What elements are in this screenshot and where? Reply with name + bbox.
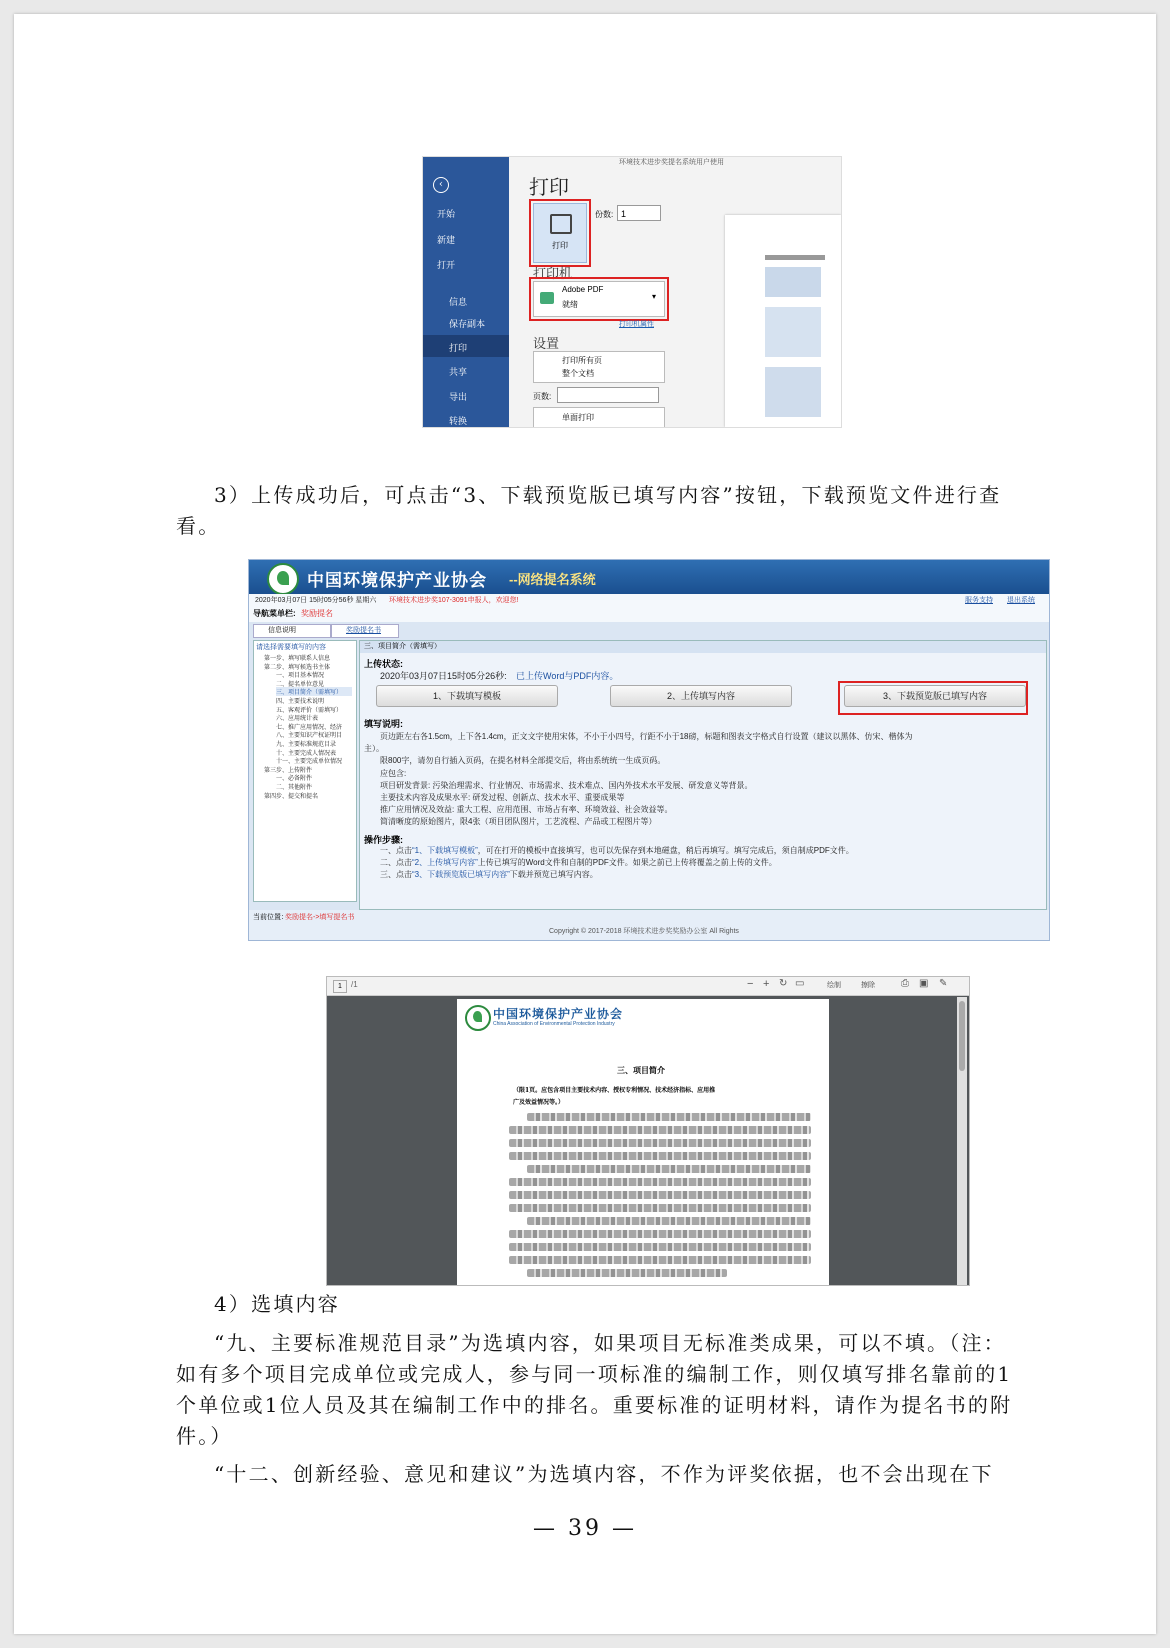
blurred-line bbox=[509, 1230, 811, 1238]
back-arrow-icon[interactable]: ‹ bbox=[433, 177, 449, 193]
sidebar-item-convert[interactable]: 转换 bbox=[449, 416, 468, 426]
print-range-sub: 整个文档 bbox=[562, 369, 594, 378]
pdf-page bbox=[457, 999, 829, 1286]
tree-item[interactable]: 三、项目简介（需填写） bbox=[276, 687, 352, 696]
logo-cn: 中国环境保护产业协会 bbox=[493, 1007, 624, 1021]
pdf-toolbar bbox=[327, 977, 969, 996]
association-logo bbox=[465, 1005, 491, 1031]
print-preview-page bbox=[725, 215, 841, 427]
zoom-out-icon[interactable]: − bbox=[747, 978, 754, 990]
highlight-box bbox=[529, 199, 591, 267]
scrollbar[interactable] bbox=[957, 997, 967, 1285]
pin-icon[interactable]: ✎ bbox=[939, 978, 948, 989]
note-line: 限800字，请勿自行插入页码，在提名材料全部提交后，将由系统统一生成页码。 bbox=[380, 756, 666, 766]
note-line: 应包含: bbox=[380, 768, 407, 778]
tree-item[interactable]: 六、应用统计表 bbox=[276, 716, 319, 723]
section-heading: 三、项目简介 bbox=[617, 1065, 665, 1075]
sidebar-item-new[interactable]: 新建 bbox=[437, 235, 456, 245]
scrollbar-thumb[interactable] bbox=[959, 1001, 965, 1071]
location-label: 当前位置： bbox=[253, 914, 288, 921]
rotate-icon[interactable]: ↻ bbox=[779, 978, 788, 989]
document-page bbox=[14, 14, 1156, 1634]
zoom-in-icon[interactable]: + bbox=[763, 978, 770, 990]
blurred-line bbox=[509, 1204, 811, 1212]
note-line: 主要技术内容及成果水平: 研发过程、创新点、技术水平、重要成果等 bbox=[380, 793, 625, 802]
step-text: 三、点击 bbox=[380, 870, 412, 880]
content-panel bbox=[359, 640, 1047, 910]
note-line: 主）。 bbox=[364, 744, 384, 754]
association-logo bbox=[267, 563, 299, 595]
step-text: 二、点击 bbox=[380, 858, 412, 868]
section4-title: 4）选填内容 bbox=[214, 1292, 340, 1316]
step-text: ，可在打开的模板中直接填写，也可以先保存到本地磁盘，稍后再填写。填写完成后，须自制成PDF文件。 bbox=[477, 846, 854, 855]
tree-item[interactable]: 第四步、提交和提名 bbox=[264, 793, 319, 800]
settings-heading: 设置 bbox=[533, 336, 560, 351]
preview-header-text: 环境技术进步奖提名系统用户使用 bbox=[619, 159, 724, 166]
copies-input[interactable]: 1 bbox=[617, 205, 661, 221]
highlight-box bbox=[838, 681, 1028, 715]
blurred-line bbox=[509, 1191, 811, 1199]
draw-button[interactable]: 绘制 bbox=[827, 982, 841, 989]
sidebar-item-print[interactable]: 打印 bbox=[449, 343, 468, 353]
notes-heading: 填写说明: bbox=[364, 719, 403, 729]
para3-line2: 看。 bbox=[176, 514, 221, 538]
blurred-line bbox=[509, 1152, 811, 1160]
highlight-box bbox=[529, 277, 669, 321]
upload-status-value: 已上传Word与PDF内容。 bbox=[516, 671, 619, 681]
page-number: — 39 — bbox=[533, 1516, 637, 1541]
print-range-select[interactable] bbox=[533, 351, 665, 383]
note-line: 简清晰度的原始图片，限4张（项目团队图片，工艺流程、产品或工程图片等） bbox=[380, 817, 657, 827]
org-name: 中国环境保护产业协会 bbox=[307, 571, 487, 591]
blurred-line bbox=[527, 1165, 811, 1173]
pages-input[interactable] bbox=[557, 387, 659, 403]
download-template-button[interactable]: 1、下载填写模板 bbox=[376, 685, 558, 707]
status-bar bbox=[249, 594, 1049, 622]
step-line bbox=[380, 869, 598, 880]
duplex-value: 单面打印 bbox=[562, 413, 594, 422]
printer-properties-link[interactable]: 打印机属性 bbox=[619, 321, 654, 328]
nav-value[interactable]: 奖励提名 bbox=[301, 609, 333, 618]
copyright: Copyright © 2017-2018 环境技术进步奖奖励办公室 All Rights bbox=[549, 928, 739, 935]
panel-title: 三、项目简介（需填写） bbox=[360, 641, 1046, 653]
blurred-line bbox=[509, 1256, 811, 1264]
note-line: 推广应用情况及效益: 重大工程、应用范围、市场占有率、环境效益、社会效益等。 bbox=[380, 805, 673, 815]
tree-item[interactable]: 一、项目基本情况 bbox=[276, 673, 325, 680]
tree-item[interactable]: 八、主要知识产权证明目 bbox=[276, 733, 343, 740]
blurred-line bbox=[527, 1113, 811, 1121]
backstage-sidebar bbox=[423, 157, 509, 427]
note-line: 项目研发背景: 污染治理需求、行业情况、市场需求、技术难点、国内外技术水平发展、研发意义等背景。 bbox=[380, 780, 753, 790]
tree-item[interactable]: 第一步、填写联系人信息 bbox=[264, 656, 331, 662]
tree-item[interactable]: 二、提名单位意见 bbox=[276, 681, 325, 688]
tab-home[interactable] bbox=[253, 624, 331, 638]
page-indicator: /1 bbox=[351, 980, 358, 989]
tree-item[interactable]: 四、主要技术说明 bbox=[276, 699, 325, 705]
intro-line2: 广及效益情况等。） bbox=[513, 1099, 565, 1106]
nav-label: 导航菜单栏: bbox=[253, 609, 296, 618]
chevron-down-icon: ▾ bbox=[652, 292, 657, 301]
section4-p1-line2: 如有多个项目完成单位或完成人，参与同一项标准的编制工作，则仅填写排名靠前的1 bbox=[176, 1362, 1013, 1386]
preview-line bbox=[765, 255, 825, 260]
copies-label: 份数: bbox=[595, 210, 614, 219]
para3-line1: 3）上传成功后，可点击“3、下载预览版已填写内容”按钮，下载预览文件进行查 bbox=[214, 483, 1002, 507]
step-text: 一、点击 bbox=[380, 846, 412, 855]
welcome-text: 环境技术进步奖107-3091申报人，欢迎您! bbox=[389, 597, 519, 604]
upload-status-label: 上传状态: bbox=[364, 659, 403, 669]
fit-page-icon[interactable]: ▭ bbox=[795, 978, 805, 989]
tree-item[interactable]: 第三步、上传附件 bbox=[264, 767, 313, 774]
tree-item[interactable]: 九、主要标准规范目录 bbox=[276, 742, 337, 748]
step-link[interactable]: “3、下载预览版已填写内容” bbox=[412, 870, 510, 880]
erase-button[interactable]: 擦除 bbox=[861, 982, 875, 989]
upload-content-button[interactable]: 2、上传填写内容 bbox=[610, 685, 792, 707]
leaf-icon bbox=[277, 571, 289, 585]
print-icon[interactable]: ⎙ bbox=[901, 978, 909, 989]
step-link[interactable]: “2、上传填写内容” bbox=[412, 858, 478, 868]
sidebar-item-save-copy[interactable]: 保存副本 bbox=[449, 319, 486, 329]
preview-thumbnail bbox=[765, 367, 821, 417]
system-header bbox=[249, 560, 1049, 594]
print-dialog-screenshot bbox=[422, 156, 842, 428]
sidebar-item-export[interactable]: 导出 bbox=[449, 392, 468, 402]
tab-nomination-label: 奖励提名书 bbox=[346, 627, 381, 634]
preview-thumbnail bbox=[765, 307, 821, 357]
section4-p1-line4: 件。） bbox=[176, 1424, 233, 1448]
section4-p2-line1: “十二、创新经验、意见和建议”为选填内容，不作为评奖依据，也不会出现在下 bbox=[214, 1462, 994, 1486]
nomination-system-screenshot bbox=[248, 559, 1050, 941]
steps-heading: 操作步骤: bbox=[364, 835, 403, 845]
tree-item[interactable]: 十一、主要完成单位情况 bbox=[276, 759, 343, 766]
printer-heading: 打印机 bbox=[533, 266, 573, 281]
section4-p1-line3: 个单位或1位人员及其在编制工作中的排名。重要标准的证明材料，请作为提名书的附 bbox=[176, 1393, 1013, 1417]
step-text: 下载并预览已填写内容。 bbox=[509, 870, 598, 880]
tree-item[interactable]: 十、主要完成人情况表 bbox=[276, 750, 337, 757]
help-link[interactable]: 服务支持 bbox=[965, 597, 993, 604]
step-link[interactable]: “1、下载填写模板” bbox=[412, 846, 478, 855]
upload-status-time: 2020年03月07日15时05分26秒: bbox=[380, 671, 507, 681]
blurred-line bbox=[509, 1126, 811, 1134]
footer bbox=[249, 910, 1049, 940]
note-line: 页边距左右各1.5cm，上下各1.4cm，正文文字使用宋体，不小于小四号，行距不小于18磅，标题和图表文字格式自行设置（建议以黑体、仿宋、楷体为 bbox=[380, 732, 913, 741]
tree-item[interactable]: 一、必备附件 bbox=[276, 776, 313, 783]
datetime: 2020年03月07日 15时05分56秒 星期六 bbox=[255, 597, 377, 604]
logo-en: China Association of Environmental Protection Industry bbox=[493, 1021, 615, 1027]
blurred-line bbox=[527, 1269, 727, 1277]
download-preview-button[interactable]: 3、下载预览版已填写内容 bbox=[844, 685, 1026, 707]
tree-item[interactable]: 第二步、填写候选书主体 bbox=[264, 664, 331, 671]
print-panel bbox=[509, 157, 841, 427]
tree-item[interactable]: 七、推广应用情况、经济 bbox=[276, 724, 343, 731]
tab-home-label: 信息说明 bbox=[268, 627, 296, 634]
step-line bbox=[380, 857, 777, 868]
step-text: 上传已填写的Word文件和自制的PDF文件。如果之前已上传将覆盖之前上传的文件。 bbox=[477, 858, 777, 868]
sidebar-item-start[interactable]: 开始 bbox=[437, 209, 456, 219]
blurred-line bbox=[509, 1178, 811, 1186]
section4-p1-line1: “九、主要标准规范目录”为选填内容，如果项目无标准类成果，可以不填。（注： bbox=[214, 1331, 1006, 1355]
pdf-preview-screenshot bbox=[326, 976, 970, 1286]
tab-nomination[interactable] bbox=[331, 624, 399, 638]
printer-status: 就绪 bbox=[562, 300, 578, 309]
sidebar-item-open[interactable]: 打开 bbox=[437, 260, 456, 270]
page-input[interactable]: 1 bbox=[333, 980, 347, 993]
save-icon[interactable]: ▣ bbox=[919, 978, 929, 989]
blurred-line bbox=[527, 1217, 811, 1225]
intro-line1: （限1页。应包含项目主要技术内容、授权专利情况、技术经济指标、应用推 bbox=[513, 1087, 716, 1094]
tree-item[interactable]: 二、其他附件 bbox=[276, 785, 313, 791]
duplex-select[interactable] bbox=[533, 407, 665, 428]
print-range-value: 打印所有页 bbox=[562, 356, 602, 365]
content-tree bbox=[253, 640, 357, 902]
sidebar-item-info[interactable]: 信息 bbox=[449, 297, 468, 307]
sidebar-item-share[interactable]: 共享 bbox=[449, 367, 468, 377]
blurred-line bbox=[509, 1139, 811, 1147]
print-title: 打印 bbox=[529, 177, 569, 199]
leaf-icon bbox=[473, 1011, 482, 1022]
step-line bbox=[380, 845, 854, 856]
tree-heading: 请选择需要填写的内容 bbox=[256, 644, 326, 651]
system-name: --网络提名系统 bbox=[509, 572, 596, 587]
printer-name: Adobe PDF bbox=[562, 285, 604, 294]
print-button-label: 打印 bbox=[552, 241, 568, 250]
pages-label: 页数: bbox=[533, 392, 552, 401]
blurred-line bbox=[509, 1243, 811, 1251]
tree-item[interactable]: 五、客观评价（需填写） bbox=[276, 707, 343, 714]
exit-link[interactable]: 退出系统 bbox=[1007, 597, 1035, 604]
preview-thumbnail bbox=[765, 267, 821, 297]
location-value[interactable]: 奖励提名->填写提名书 bbox=[285, 914, 355, 921]
